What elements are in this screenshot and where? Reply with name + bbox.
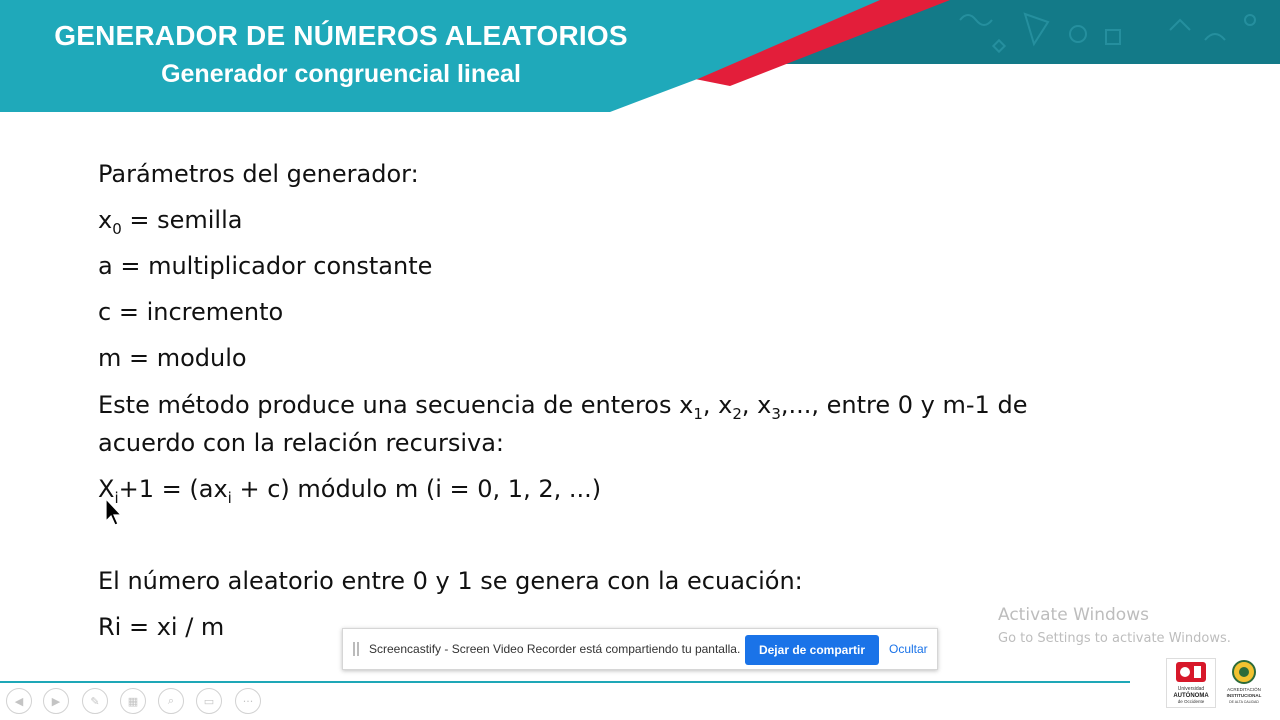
recursive-formula <box>98 474 602 507</box>
svg-text:DE ALTA CALIDAD: DE ALTA CALIDAD <box>1229 700 1259 704</box>
stop-sharing-button[interactable]: Dejar de compartir <box>745 635 879 665</box>
accreditation-logo-icon <box>1224 658 1264 708</box>
more-icon[interactable]: ··· <box>235 688 261 714</box>
rec-text-1: X <box>98 475 115 503</box>
seq-text-2: , x <box>702 391 733 419</box>
x-symbol: x <box>98 206 113 234</box>
next-icon[interactable]: ▶ <box>43 688 69 714</box>
multiplier-definition: a = multiplicador constante <box>98 252 433 280</box>
slide-subtitle: Generador congruencial lineal <box>161 60 521 88</box>
seq-sub-2: 2 <box>732 405 742 423</box>
params-heading: Parámetros del generador: <box>98 160 419 188</box>
rec-text-3: + c) módulo m (i = 0, 1, 2, ...) <box>231 475 602 503</box>
zoom-icon[interactable]: ⌕ <box>158 688 184 714</box>
hide-link[interactable]: Ocultar <box>889 642 928 656</box>
slides-icon[interactable]: ▦ <box>120 688 146 714</box>
seed-definition <box>98 205 243 238</box>
rec-sub-1: i <box>114 489 119 507</box>
seq-text-1: Este método produce una secuencia de enteros x <box>98 391 694 419</box>
subtitles-icon[interactable]: ▭ <box>196 688 222 714</box>
seq-text-4: ,..., entre 0 y m-1 de <box>780 391 1028 419</box>
sequence-description-2: acuerdo con la relación recursiva: <box>98 429 505 457</box>
uao-logo-icon <box>1166 658 1216 708</box>
seq-sub-1: 1 <box>693 405 703 423</box>
sequence-description <box>98 390 1028 423</box>
random-number-description: El número aleatorio entre 0 y 1 se genera con la ecuación: <box>98 567 803 595</box>
seq-sub-3: 3 <box>771 405 781 423</box>
header-background <box>0 0 1280 112</box>
share-message: Screencastify - Screen Video Recorder está compartiendo tu pantalla. <box>369 642 741 656</box>
seq-text-3: , x <box>741 391 772 419</box>
drag-handle-icon[interactable] <box>353 642 359 656</box>
ri-equation: Ri = xi / m <box>98 613 225 641</box>
screen-share-bar <box>342 628 938 670</box>
slide-title: GENERADOR DE NÚMEROS ALEATORIOS <box>54 20 628 51</box>
prev-icon[interactable]: ◀ <box>6 688 32 714</box>
rec-sub-2: i <box>227 489 232 507</box>
modulus-definition: m = modulo <box>98 344 247 372</box>
mouse-cursor-icon <box>105 498 125 528</box>
activate-windows-title: Activate Windows <box>998 605 1149 625</box>
svg-text:AUTÓNOMA: AUTÓNOMA <box>1173 693 1209 699</box>
activate-windows-hint: Go to Settings to activate Windows. <box>998 631 1231 646</box>
svg-text:INSTITUCIONAL: INSTITUCIONAL <box>1226 693 1262 698</box>
seed-text: = semilla <box>121 206 243 234</box>
pen-icon[interactable]: ✎ <box>82 688 108 714</box>
svg-text:de Occidente: de Occidente <box>1177 699 1205 704</box>
svg-text:Universidad: Universidad <box>1177 686 1205 692</box>
footer-divider <box>0 681 1130 683</box>
windows-activation-watermark <box>998 605 1231 646</box>
svg-text:ACREDITACIÓN: ACREDITACIÓN <box>1227 687 1261 692</box>
x-subscript: 0 <box>112 220 122 238</box>
rec-text-2: +1 = (ax <box>118 475 228 503</box>
increment-definition: c = incremento <box>98 298 284 326</box>
slide-header <box>0 0 1280 112</box>
